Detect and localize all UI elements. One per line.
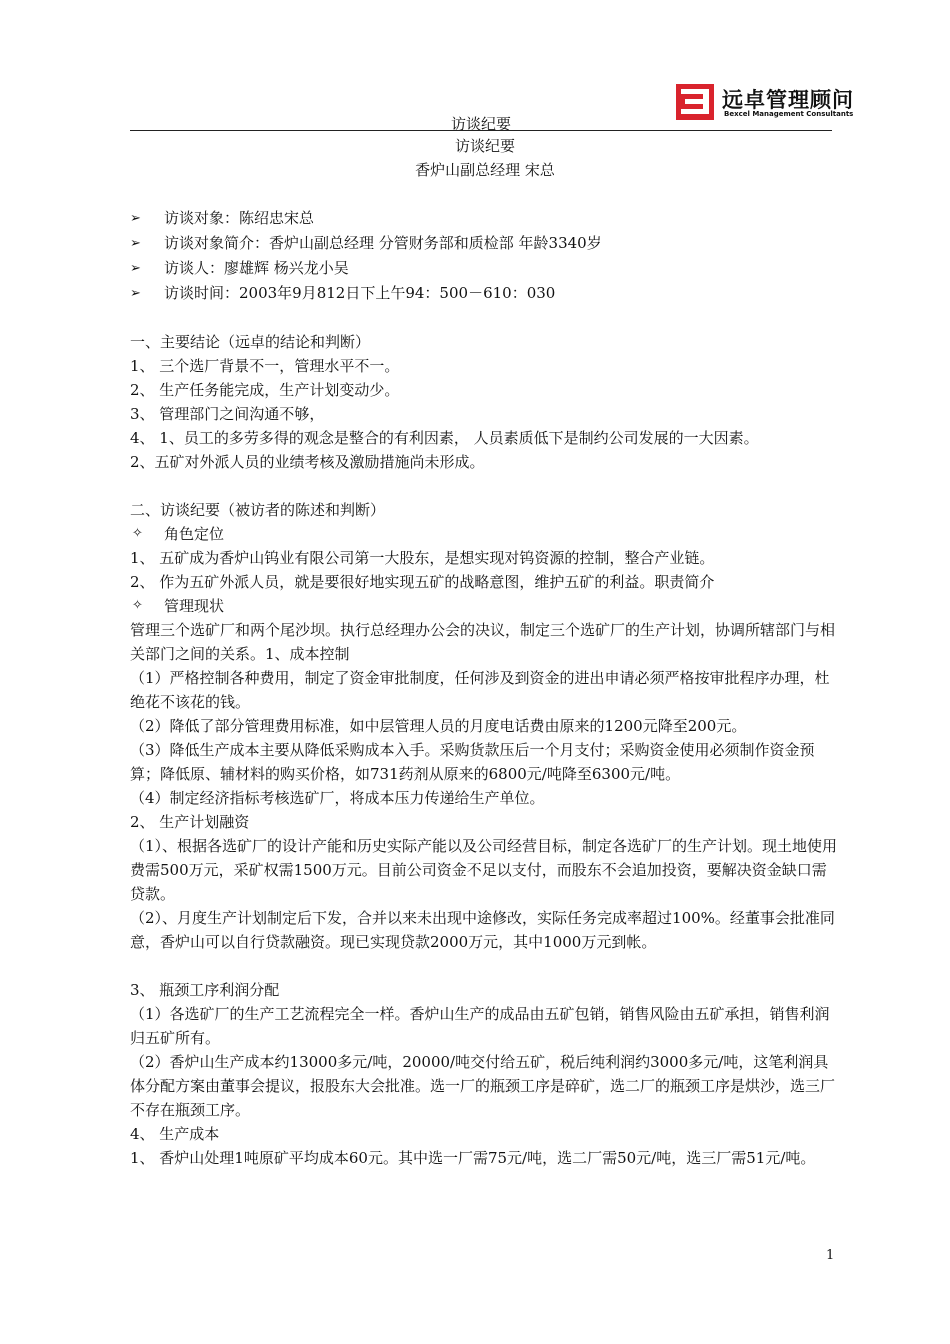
cost2-heading: 4、 生产成本 bbox=[130, 1125, 220, 1143]
page-number: 1 bbox=[826, 1248, 835, 1263]
doc-title: 访谈纪要 bbox=[454, 137, 515, 155]
doc-subtitle: 香炉山副总经理 宋总 bbox=[415, 161, 555, 179]
profit-item: （1）各选矿厂的生产工艺流程完全一样。香炉山生产的成品由五矿包销，销售风险由五矿承担，销售利润归五矿所有。 bbox=[130, 1005, 830, 1047]
diamond-bullet-icon: ✧ bbox=[132, 598, 143, 613]
arrow-bullet-icon: ➢ bbox=[130, 211, 141, 226]
logo-tagline: Bexcel Management Consultants bbox=[724, 110, 854, 118]
conclusion-item: 2、五矿对外派人员的业绩考核及激励措施尚未形成。 bbox=[130, 453, 485, 471]
logo-name: 远卓管理顾问 bbox=[722, 88, 854, 112]
cost2-item: 1、 香炉山处理1吨原矿平均成本60元。其中选一厂需75元/吨，选二厂需50元/吨，选三厂需51元/吨。 bbox=[130, 1149, 816, 1167]
role-heading: ✧ 角色定位 bbox=[130, 522, 840, 546]
cost-item: （3）降低生产成本主要从降低采购成本入手。采购货款压后一个月支付；采购资金使用必须制作资金预算；降低原、辅材料的购买价格，如731药剂从原来的6800元/吨降至6300元/吨。 bbox=[130, 741, 815, 783]
cost-item: （4）制定经济指标考核选矿厂，将成本压力传递给生产单位。 bbox=[130, 789, 545, 807]
role-item: 2、 作为五矿外派人员，就是要很好地实现五矿的战略意图，维护五矿的利益。职责简介 bbox=[130, 573, 715, 591]
conclusion-item: 4、 1、员工的多劳多得的观念是整合的有利因素， 人员素质低下是制约公司发展的一大因素。 bbox=[130, 429, 759, 447]
conclusion-item: 3、 管理部门之间沟通不够， bbox=[130, 405, 325, 423]
profit-heading: 3、 瓶颈工序利润分配 bbox=[130, 981, 280, 999]
arrow-bullet-icon: ➢ bbox=[130, 261, 141, 276]
document-body bbox=[130, 134, 840, 1170]
cost-item: （1）严格控制各种费用，制定了资金审批制度，任何涉及到资金的进出申请必须严格按审批程序办理，杜绝花不该花的钱。 bbox=[130, 669, 830, 711]
conclusion-item: 2、 生产任务能完成，生产计划变动少。 bbox=[130, 381, 400, 399]
mgmt-intro: 管理三个选矿厂和两个尾沙坝。执行总经理办公会的决议，制定三个选矿厂的生产计划，协调所辖部门与相关部门之间的关系。1、成本控制 bbox=[130, 621, 836, 663]
info-item: ➢ 访谈时间：2003年9月812日下上午94：500－610：030 bbox=[130, 281, 840, 306]
section1-title: 一、主要结论（远卓的结论和判断） bbox=[130, 333, 371, 351]
section2-title: 二、访谈纪要（被访者的陈述和判断） bbox=[130, 501, 386, 519]
plan-item: （1）、根据各选矿厂的设计产能和历史实际产能以及公司经营目标，制定各选矿厂的生产计划。现土地使用费需500万元，采矿权需1500万元。目前公司资金不足以支付，而股东不会追加投资，要解决资金缺口需贷款。 bbox=[130, 837, 838, 903]
arrow-bullet-icon: ➢ bbox=[130, 236, 141, 251]
plan-item: （2）、月度生产计划制定后下发，合并以来未出现中途修改，实际任务完成率超过100%。经董事会批准同意，香炉山可以自行贷款融资。现已实现贷款2000万元，其中1000万元到帐。 bbox=[130, 909, 835, 951]
cost-item: （2）降低了部分管理费用标准，如中层管理人员的月度电话费由原来的1200元降至200元。 bbox=[130, 717, 747, 735]
profit-item: （2）香炉山生产成本约13000多元/吨，20000/吨交付给五矿，税后纯利润约3000多元/吨，这笔利润具体分配方案由董事会提议，报股东大会批准。选一厂的瓶颈工序是碎矿，选二厂的瓶颈工序是烘沙，选三厂不存在瓶颈工序。 bbox=[130, 1053, 836, 1119]
role-item: 1、 五矿成为香炉山钨业有限公司第一大股东，是想实现对钨资源的控制，整合产业链。 bbox=[130, 549, 715, 567]
diamond-bullet-icon: ✧ bbox=[132, 526, 143, 541]
info-item: ➢ 访谈人：廖雄辉 杨兴龙小吴 bbox=[130, 256, 840, 281]
info-item: ➢ 访谈对象简介：香炉山副总经理 分管财务部和质检部 年龄3340岁 bbox=[130, 231, 840, 256]
mgmt-heading: ✧ 管理现状 bbox=[130, 594, 840, 618]
info-item: ➢ 访谈对象：陈绍忠宋总 bbox=[130, 206, 840, 231]
conclusion-item: 1、 三个选厂背景不一，管理水平不一。 bbox=[130, 357, 400, 375]
header-divider bbox=[130, 130, 832, 131]
running-header-title: 访谈纪要 bbox=[450, 115, 511, 133]
arrow-bullet-icon: ➢ bbox=[130, 286, 141, 301]
plan-heading: 2、 生产计划融资 bbox=[130, 813, 250, 831]
